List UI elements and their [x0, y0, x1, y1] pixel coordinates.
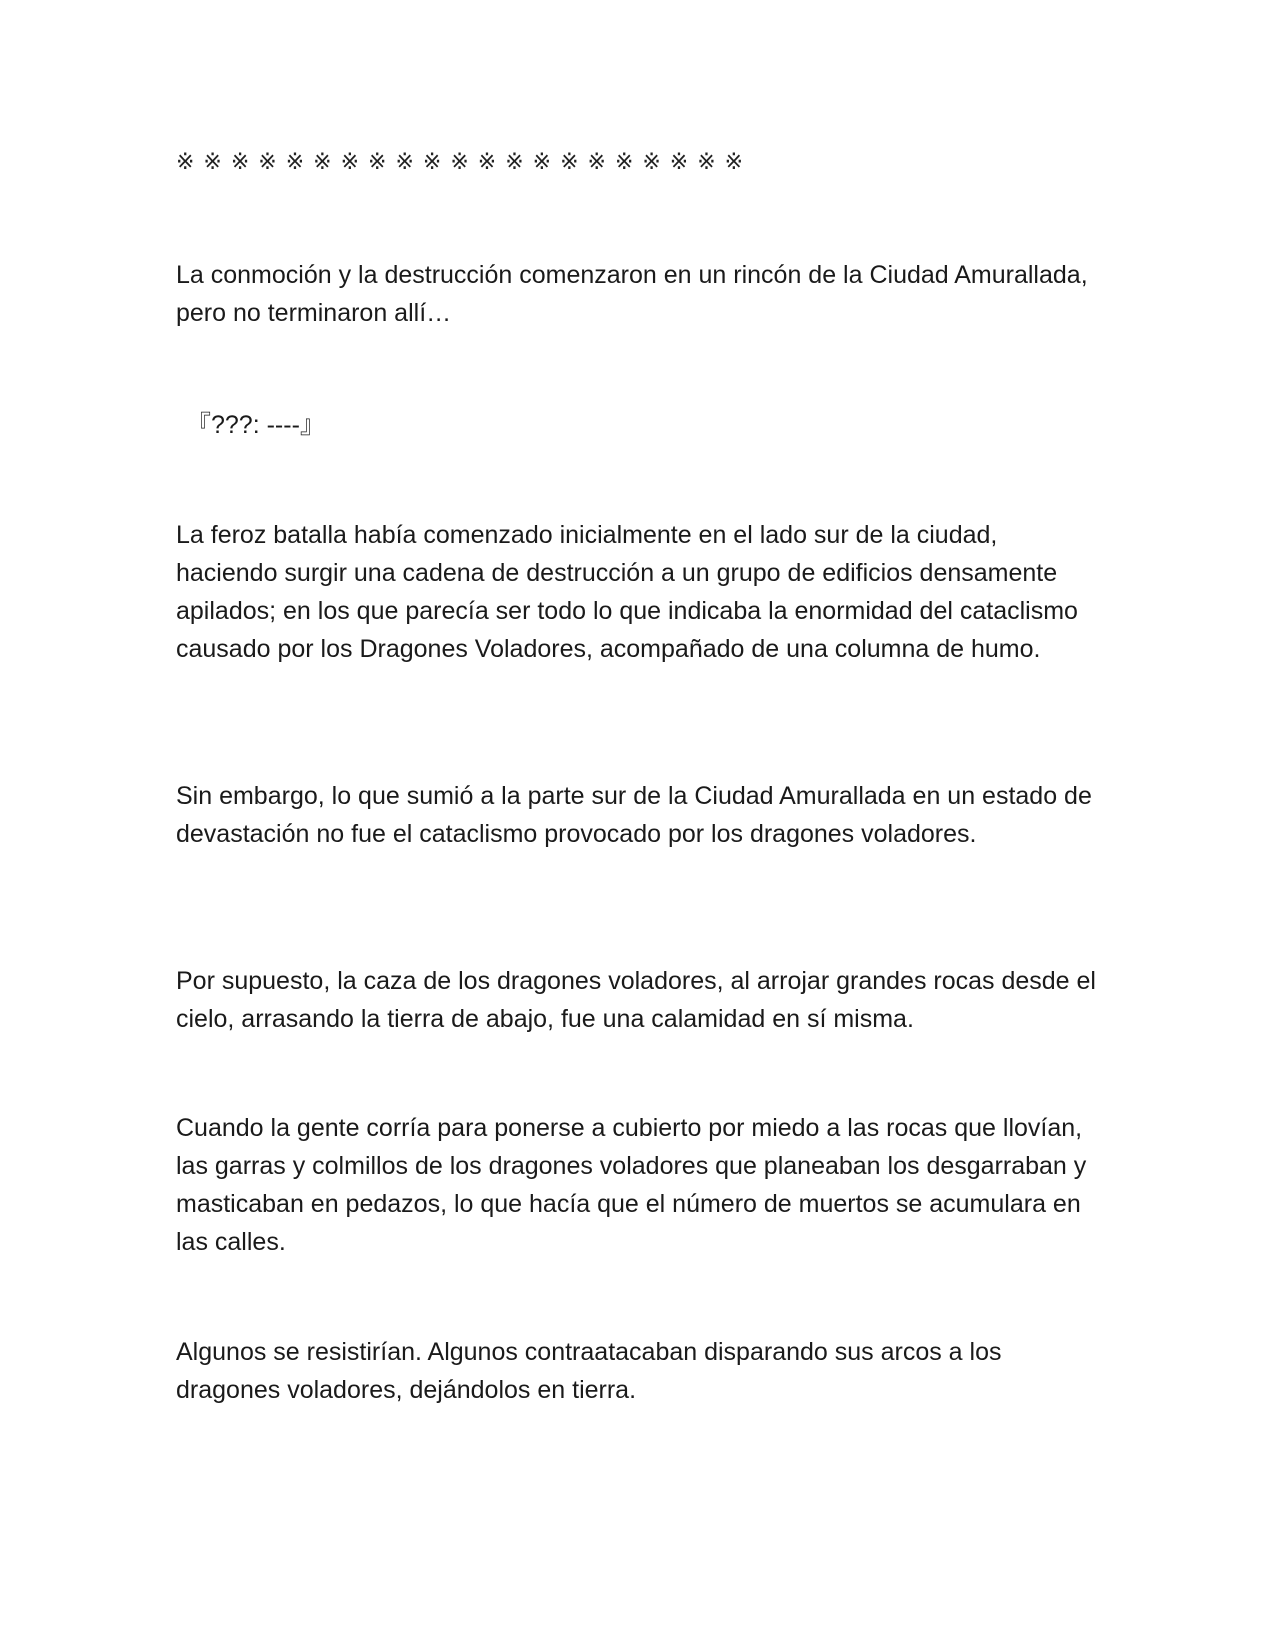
- paragraph: La feroz batalla había comenzado inicialmente en el lado sur de la ciudad, haciendo surgir una cadena de destrucción a un grupo de edificios densamente apilados; en los que parecía ser todo lo que indicaba la enormidad del cataclismo causado por los Dragones Voladores, acompañado de una columna de humo.: [176, 521, 1078, 663]
- section-separator: ※※※※※※※※※※※※※※※※※※※※※: [176, 150, 753, 175]
- paragraph: Por supuesto, la caza de los dragones voladores, al arrojar grandes rocas desde el cielo, arrasando la tierra de abajo, fue una calamidad en sí misma.: [176, 967, 1096, 1033]
- paragraph: Cuando la gente corría para ponerse a cubierto por miedo a las rocas que llovían, las garras y colmillos de los dragones voladores que planeaban los desgarraban y masticaban en pedazos, lo que hacía que el número de muertos se acumulara en las calles.: [176, 1114, 1087, 1256]
- paragraph: Sin embargo, lo que sumió a la parte sur de la Ciudad Amurallada en un estado de devastación no fue el cataclismo provocado por los dragones voladores.: [176, 782, 1092, 848]
- paragraph: La conmoción y la destrucción comenzaron en un rincón de la Ciudad Amurallada, pero no terminaron allí…: [176, 261, 1088, 327]
- paragraph: Algunos se resistirían. Algunos contraatacaban disparando sus arcos a los dragones voladores, dejándolos en tierra.: [176, 1338, 1002, 1404]
- dialogue-line: 『???: ----』: [186, 411, 325, 439]
